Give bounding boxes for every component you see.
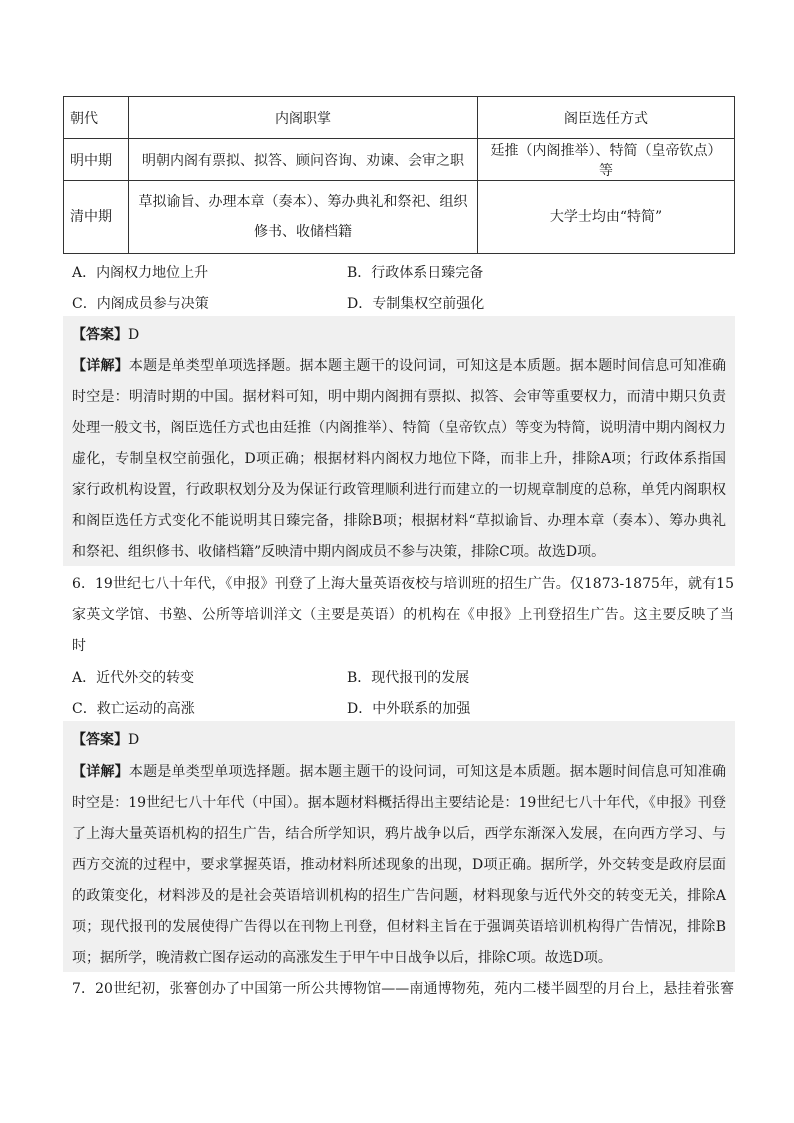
table-cell: 大学士均由“特简” xyxy=(478,181,735,254)
detail-label: 【详解】 xyxy=(72,358,129,374)
table-cell: 廷推（内阁推举）、特简（皇帝钦点）等 xyxy=(478,139,735,181)
q6-detail-line: 项；现代报刊的发展使得广告得以在刊物上刊登，但材料主旨在于强调英语培训机构得广告情况，排除B xyxy=(72,919,726,935)
q5-detail-line: 家行政机构设置，行政职权划分及为保证行政管理顺利进行而建立的一切规章制度的总称，单凭内阁职权 xyxy=(72,482,726,498)
q6-option-a: A．近代外交的转变 xyxy=(72,670,195,686)
q6-detail-line: 西方交流的过程中，要求掌握英语，推动材料所述现象的出现，D项正确。据所学，外交转变是政府层面 xyxy=(72,857,726,873)
q6-option-d: D．中外联系的加强 xyxy=(347,701,471,717)
q5-detail-line: 【详解】本题是单类型单项选择题。据本题主题干的设问词，可知这是本质题。据本题时间信息可知准确 xyxy=(72,358,726,374)
q5-detail-line: 虚化，专制皇权空前强化，D项正确；根据材料内阁权力地位下降，而非上升，排除A项；行政体系指国 xyxy=(72,451,726,467)
table-cell xyxy=(129,181,478,254)
q6-option-c: C．救亡运动的高涨 xyxy=(72,701,195,717)
table-header-row xyxy=(64,97,735,139)
detail-label: 【详解】 xyxy=(72,764,129,780)
q6-answer-box xyxy=(63,721,735,972)
q6-answer xyxy=(72,729,139,749)
table-cell: 清中期 xyxy=(64,181,129,254)
answer-value: D xyxy=(128,732,140,748)
answer-value: D xyxy=(128,327,140,343)
table-cell: 明朝内阁有票拟、拟答、顾问咨询、劝谏、会审之职 xyxy=(129,139,478,181)
table-row xyxy=(64,139,735,181)
q6-stem-line: 6．19世纪七八十年代，《申报》刊登了上海大量英语夜校与培训班的招生广告。仅1873-1875年，就有15 xyxy=(72,576,734,592)
table-cell-line: 草拟谕旨、办理本章（奏本）、筹办典礼和祭祀、组织 xyxy=(138,194,468,210)
q6-detail-line: 了上海大量英语机构的招生广告，结合所学知识，鸦片战争以后，西学东渐深入发展，在向西方学习、与 xyxy=(72,826,726,842)
q7-stem-line: 7．20世纪初，张謇创办了中国第一所公共博物馆——南通博物苑，苑内二楼半圆型的月台上，悬挂着张謇 xyxy=(72,981,734,997)
q6-detail-line: 【详解】本题是单类型单项选择题。据本题主题干的设问词，可知这是本质题。据本题时间信息可知准确 xyxy=(72,764,726,780)
q5-answer-box xyxy=(63,316,735,566)
q5-detail-line: 和阁臣选任方式变化不能说明其日臻完备，排除B项；根据材料“草拟谕旨、办理本章（奏本）、筹办典礼 xyxy=(72,513,726,529)
q5-detail-line: 时空是：明清时期的中国。据材料可知，明中期内阁拥有票拟、拟答、会审等重要权力，而清中期只负责 xyxy=(72,389,726,405)
answer-label: 【答案】 xyxy=(72,732,128,748)
q5-detail-line: 和祭祀、组织修书、收储档籍”反映清中期内阁成员不参与决策，排除C项。故选D项。 xyxy=(72,544,606,560)
q5-option-c: C．内阁成员参与决策 xyxy=(72,296,209,312)
table-header-cell: 阁臣选任方式 xyxy=(478,97,735,139)
q5-option-b: B．行政体系日臻完备 xyxy=(347,265,484,281)
comparison-table xyxy=(63,96,735,254)
q6-option-b: B．现代报刊的发展 xyxy=(347,670,470,686)
q6-detail-line: 时空是：19世纪七八十年代（中国）。据本题材料概括得出主要结论是：19世纪七八十年代，《申报》刊登 xyxy=(72,795,726,811)
q5-option-d: D．专制集权空前强化 xyxy=(347,296,485,312)
q5-answer xyxy=(72,324,139,344)
table-header-cell: 朝代 xyxy=(64,97,129,139)
table-cell-line: 修书、收储档籍 xyxy=(254,224,352,240)
q6-detail-line: 项；据所学，晚清救亡图存运动的高涨发生于甲午中日战争以后，排除C项。故选D项。 xyxy=(72,950,612,966)
q5-option-a: A．内阁权力地位上升 xyxy=(72,265,209,281)
q5-detail-line: 处理一般文书，阁臣选任方式也由廷推（内阁推举）、特简（皇帝钦点）等变为特简，说明清中期内阁权力 xyxy=(72,420,726,436)
table-row xyxy=(64,181,735,254)
answer-label: 【答案】 xyxy=(72,327,128,343)
q6-stem-line: 时 xyxy=(72,638,86,654)
q6-stem-line: 家英文学馆、书塾、公所等培训洋文（主要是英语）的机构在《申报》上刊登招生广告。这主要反映了当 xyxy=(72,607,734,623)
table-cell: 明中期 xyxy=(64,139,129,181)
q6-detail-line: 的政策变化，材料涉及的是社会英语培训机构的招生广告问题，材料现象与近代外交的转变无关，排除A xyxy=(72,888,726,904)
table-header-cell: 内阁职掌 xyxy=(129,97,478,139)
